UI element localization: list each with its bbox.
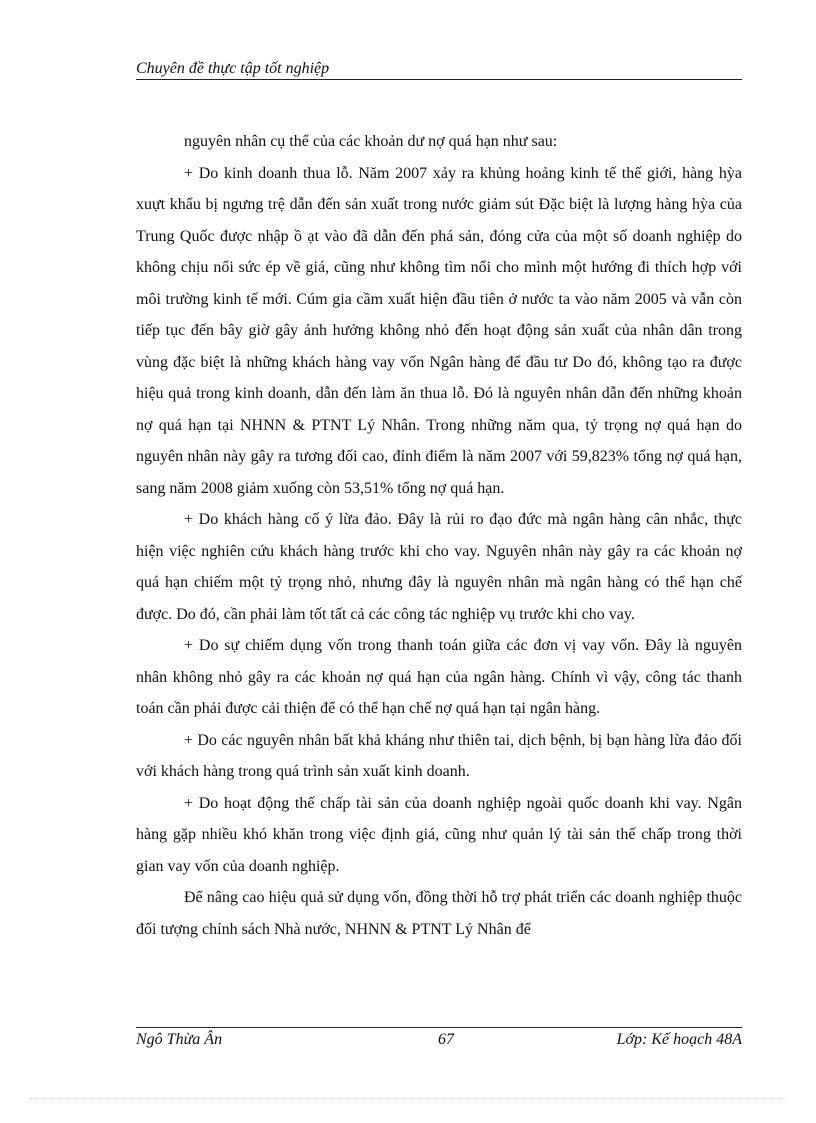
document-body bbox=[136, 126, 742, 945]
paragraph-cause-force-majeure: + Do các nguyên nhân bất khả kháng như thiên tai, dịch bệnh, bị bạn hàng lừa đảo đối với khách hàng trong quá trình sản xuất kinh doanh. bbox=[136, 731, 742, 780]
footer-divider bbox=[136, 1027, 742, 1028]
page-footer bbox=[136, 1031, 742, 1053]
paragraph-cause-capital-misuse: + Do sự chiếm dụng vốn trong thanh toán giữa các đơn vị vay vốn. Đây là nguyên nhân không nhỏ gây ra các khoản nợ quá hạn của ngân hàng. Chính vì vậy, công tác thanh toán cần phải được cải thiện để có thể hạn chế nợ quá hạn tại ngân hàng. bbox=[136, 637, 742, 717]
footer-page-number: 67 bbox=[438, 1031, 454, 1048]
footer-class-label: Lớp: Kế hoạch 48A bbox=[616, 1031, 742, 1048]
footer-author: Ngô Thừa Ân bbox=[136, 1031, 223, 1048]
header-divider bbox=[136, 79, 742, 80]
paragraph-closing: Để nâng cao hiệu quả sử dụng vốn, đồng thời hỗ trợ phát triển các doanh nghiệp thuộc đối tượng chính sách Nhà nước, NHNN & PTNT Lý Nhân để bbox=[136, 889, 742, 938]
paragraph-cause-fraud: + Do khách hàng cố ý lừa đảo. Đây là rủi ro đạo đức mà ngân hàng cân nhắc, thực hiện việc nghiên cứu khách hàng trước khi cho vay. Nguyên nhân này gây ra các khoản nợ quá hạn chiếm một tỷ trọng nhỏ, nhưng đây là nguyên nhân mà ngân hàng có thể hạn chế được. Do đó, cần phải làm tốt tất cả các công tác nghiệp vụ trước khi cho vay. bbox=[136, 511, 742, 623]
page-bottom-border bbox=[30, 1098, 786, 1099]
page-header-title: Chuyên đề thực tập tốt nghiệp bbox=[136, 60, 330, 77]
paragraph-cause-business-loss: + Do kinh doanh thua lỗ. Năm 2007 xảy ra khủng hoảng kinh tế thế giới, hàng hỳa xuựt khẩu bị ngưng trệ dẫn đến sản xuất trong nước giảm sút Đặc biệt là lượng hàng hỳa của Trung Quốc được nhập ồ ạt vào đã dẫn đến phá sản, đóng cửa của một số doanh nghiệp do không chịu nổi sức ép về giá, cũng như không tìm nổi cho mình một hướng đi thích hợp với môi trường kinh tế mới. Cúm gia cầm xuất hiện đầu tiên ở nước ta vào năm 2005 và vẫn còn tiếp tục đến bây giờ gây ảnh hưởng không nhỏ đến hoạt động sản xuất của nhân dân trong vùng đặc biệt là những khách hàng vay vốn Ngân hàng để đầu tư Do đó, không tạo ra được hiệu quả trong kinh doanh, dẫn đến làm ăn thua lỗ. Đó là nguyên nhân dẫn đến những khoản nợ quá hạn tại NHNN & PTNT Lý Nhân. Trong những năm qua, tỷ trọng nợ quá hạn do nguyên nhân này gây ra tương đối cao, đỉnh điểm là năm 2007 với 59,823% tổng nợ quá hạn, sang năm 2008 giảm xuống còn 53,51% tổng nợ quá hạn. bbox=[136, 164, 742, 497]
paragraph-cause-collateral: + Do hoạt động thế chấp tài sản của doanh nghiệp ngoài quốc doanh khi vay. Ngân hàng gặp nhiều khó khăn trong việc định giá, cũng như quản lý tài sản thế chấp trong thời gian vay vốn của doanh nghiệp. bbox=[136, 794, 742, 875]
paragraph-continuation: nguyên nhân cụ thể của các khoản dư nợ quá hạn như sau: bbox=[184, 133, 558, 150]
